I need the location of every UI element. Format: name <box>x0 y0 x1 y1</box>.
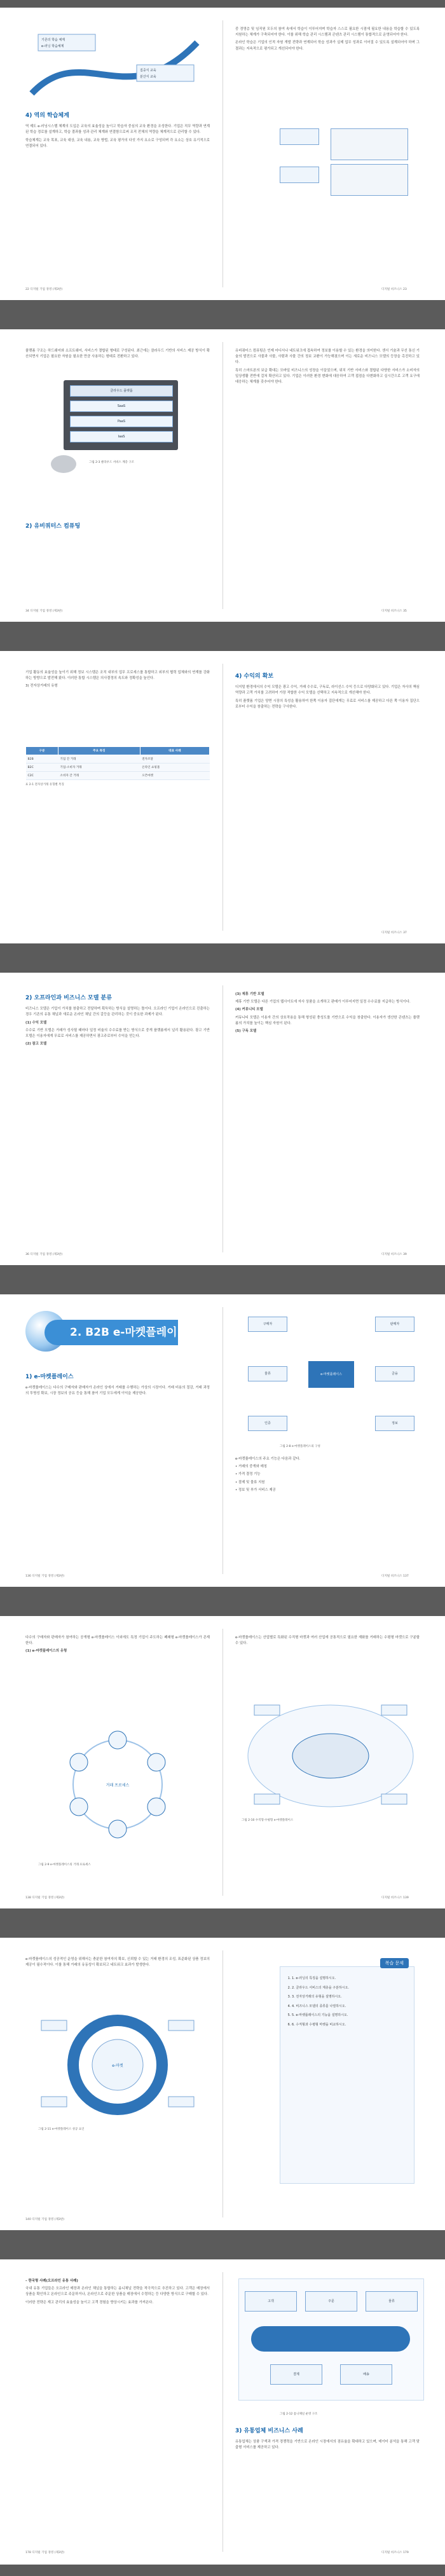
paragraph: 역 제도 e-러닝시스템 체계의 도입은 교육의 효율성을 높이고 학습자 중심의 교육 환경을 조성한다. 기업은 직무 역량과 연계된 학습 경로를 설계하고, 학습 결과를 성과 관리 체계와 연결함으로써 조직 전체의 역량을 체계적으로 관리할 수 있다. <box>25 125 210 135</box>
hub-node: 구매자 <box>248 1317 287 1332</box>
curve-svg <box>25 27 203 103</box>
review-item: 1. 1. e-러닝의 특징을 설명하시오. <box>292 1976 409 1982</box>
table-header: 주요 특징 <box>58 747 140 755</box>
hub-node: 금융 <box>375 1366 414 1381</box>
review-box <box>280 1961 414 2184</box>
hub-node: 인증 <box>248 1416 287 1431</box>
table-header: 대표 사례 <box>140 747 209 755</box>
hub-node: 정보 <box>375 1416 414 1431</box>
paragraph: 온라인 학습은 기업의 인적 자원 개발 전략과 연계되어 학습 성과가 실제 업무 성과로 이어질 수 있도록 설계되어야 하며 그 결과는 지속적으로 평가되고 개선되어야 한다. <box>235 41 420 51</box>
paragraph: 기업 활동의 효율성을 높이기 위해 정보 시스템은 조직 내부의 업무 프로세스를 통합하고 외부의 협력 업체와의 연계를 강화하는 방향으로 발전해 왔다. 이러한 통합 시스템은 의사결정의 속도와 정확성을 높인다. <box>25 671 210 681</box>
footer-left: 178 디지털 기업 경영 (제3판) <box>25 2551 65 2554</box>
subheading: (3) 제휴 기반 모델 <box>235 992 264 996</box>
subheading: (5) 구독 모델 <box>235 1029 257 1034</box>
ring-svg <box>38 2008 197 2122</box>
paragraph: 유통업체는 상품 구색과 가격 경쟁력을 기반으로 온라인 시장에서의 점유율을 확대하고 있으며, 데이터 분석을 통해 고객 맞춤형 서비스를 제공하고 있다. <box>235 2440 420 2450</box>
spread-3 <box>0 651 445 943</box>
figure-caption: 그림 2-10 수직형·수평형 e-마켓플레이스 <box>242 1819 294 1822</box>
diag-label-1: 기존의 학습 체계 <box>41 38 65 42</box>
paragraph: 다수의 구매자와 판매자가 참여하는 공개형 e-마켓플레이스 이외에도 특정 기업이 주도하는 폐쇄형 e-마켓플레이스가 존재한다. <box>25 1636 210 1646</box>
table-row: B2C 기업-소비자 거래 온라인 쇼핑몰 <box>26 764 210 772</box>
figure-caption: 그림 2-12 옴니채널 운영 구조 <box>280 2413 318 2416</box>
paragraph: 수수료 기반 모델은 거래가 성사될 때마다 일정 비율의 수수료를 받는 방식으로 중개 플랫폼에서 널리 활용된다. 광고 기반 모델은 이용자에게 무료로 서비스를 제공하면서 광고주로부터 수익을 얻는다. <box>25 1028 210 1039</box>
flow-block: 고객 <box>245 2291 297 2312</box>
spread-5 <box>0 1294 445 1587</box>
figure-caption: 그림 2-11 e-마켓플레이스 성공 요인 <box>38 2128 85 2131</box>
paragraph: 디지털 환경에서의 수익 모델은 광고 수익, 거래 수수료, 구독료, 라이선스 수익 등으로 다양화되고 있다. 기업은 자사의 핵심 역량과 고객 가치를 고려하여 가장 적합한 수익 모델을 선택하고 지속적으로 개선해야 한다. <box>235 685 420 695</box>
table-row: C2C 소비자 간 거래 오픈마켓 <box>26 772 210 780</box>
section-heading: 2) 유비쿼터스 컴퓨팅 <box>25 523 81 530</box>
paragraph: 유비쿼터스 컴퓨팅은 언제 어디서나 네트워크에 접속하여 정보를 이용할 수 있는 환경을 의미한다. 센서 기술과 무선 통신 기술의 발전으로 사물과 사물, 사람과 사물 간의 정보 교환이 가능해졌으며 이는 새로운 비즈니스 모델의 등장을 촉진하고 있다. <box>235 349 420 365</box>
hierarchy-diagram <box>280 128 420 198</box>
paragraph: e-마켓플레이스의 성공적인 운영을 위해서는 충분한 참여자의 확보, 신뢰할 수 있는 거래 환경의 조성, 표준화된 상품 정보의 제공이 필수적이다. 이를 통해 거래의 유동성이 확보되고 네트워크 효과가 발생한다. <box>25 1957 210 1968</box>
figure-caption: 그림 2-9 e-마켓플레이스의 거래 프로세스 <box>38 1863 91 1867</box>
diag-label-4: 분산식 교육 <box>140 75 156 79</box>
diag-label-3: 집중식 교육 <box>140 69 156 72</box>
subheading: (1) e-마켓플레이스의 유형 <box>25 1649 67 1654</box>
footer-right: 디지털 비즈니스 179 <box>381 2551 409 2554</box>
review-item: 2. 2. 클라우드 서비스의 계층을 구분하시오. <box>292 1985 409 1991</box>
paragraph: 제휴 기반 모델은 다른 기업의 웹사이트에 자사 상품을 소개하고 판매가 이루어지면 일정 수수료를 지급하는 방식이다. <box>235 1000 411 1004</box>
list-item: • 거래의 중개와 매칭 <box>235 1465 267 1469</box>
paragraph: 이러한 전략은 재고 관리의 효율성을 높이고 고객 경험을 향상시키는 효과를 가져온다. <box>25 2300 154 2305</box>
stack-layer: SaaS <box>70 401 173 412</box>
review-item: 4. 4. 비즈니스 모델의 종류를 나열하시오. <box>292 2004 409 2010</box>
spread-4 <box>0 973 445 1265</box>
footer-left: 36 디지털 기업 경영 (제3판) <box>25 1253 63 1256</box>
hub-center: e-마켓플레이스 <box>308 1361 354 1388</box>
section-heading: 4) 수익의 확보 <box>235 673 274 680</box>
flow-block: 배송 <box>340 2364 392 2385</box>
subheading: (2) 참고 모델 <box>25 1042 47 1046</box>
cycle-label: 거래 프로세스 <box>106 1783 130 1788</box>
paragraph: 특히 스마트폰의 보급 확대는 모바일 비즈니스의 성장을 이끌었으며, 위치 기반 서비스와 결합된 다양한 서비스가 소비자의 일상생활 전반에 걸쳐 확산되고 있다. 기업은 이러한 환경 변화에 대응하여 고객 접점을 다변화하고 실시간으로 고객 요구에 대응하는 체계를 갖추어야 한다. <box>235 368 420 385</box>
ring-label: e-마켓 <box>112 2064 123 2068</box>
cycle-svg <box>38 1718 197 1858</box>
spread-2 <box>0 329 445 622</box>
subheading: (1) 수익 모델 <box>25 1020 47 1025</box>
list-item: • 가격 결정 기능 <box>235 1472 261 1477</box>
hub-node: 물류 <box>248 1366 287 1381</box>
flow-block: 결제 <box>270 2364 322 2385</box>
stack-layer: 클라우드 플랫폼 <box>70 385 173 397</box>
paragraph: 중 경영층 및 임직원 모두의 참여 속에서 학습이 이루어지며 학습자 스스로 필요한 시점에 필요한 내용을 학습할 수 있도록 지원하는 체계가 구축되어야 한다. 이를 위해 학습 관리 시스템과 콘텐츠 관리 시스템이 통합적으로 운영되어야 한다. <box>235 27 420 38</box>
spread-6 <box>0 1616 445 1908</box>
case-title: – 한국형 사례(오프라인 유통 사례) <box>25 2279 78 2283</box>
cloud-stack-diagram <box>51 380 191 476</box>
paragraph: e-마켓플레이스는 다수의 구매자와 판매자가 온라인 상에서 거래를 수행하는 가상의 시장이다. 거래 비용의 절감, 거래 과정의 투명성 확보, 시장 정보의 공유 등을 통해 참여 기업 모두에게 이익을 제공한다. <box>25 1386 210 1396</box>
paragraph: e-마켓플레이스의 주요 기능은 다음과 같다. <box>235 1457 301 1461</box>
footer-right: 디지털 비즈니스 35 <box>381 610 407 613</box>
paragraph: 비즈니스 모델은 기업이 가치를 창출하고 전달하며 획득하는 방식을 설명하는 틀이다. 오프라인 기업이 온라인으로 진출하는 경우 기존의 유통 채널과 새로운 온라인 채널 간의 갈등을 관리하는 것이 중요한 과제가 된다. <box>25 1007 210 1017</box>
table-header: 구분 <box>26 747 58 755</box>
footer-left: 34 디지털 기업 경영 (제3판) <box>25 610 63 613</box>
section-heading: 2) 오프라인과 비즈니스 모델 분류 <box>25 995 112 1001</box>
chapter-title: 2. B2B e-마켓플레이스 <box>44 1320 178 1345</box>
flow-block: 물류 <box>366 2291 418 2312</box>
spread-1 <box>0 8 445 300</box>
paragraph: e-마켓플레이스는 산업별로 특화된 수직형 마켓과 여러 산업에 공통적으로 필요한 재화를 거래하는 수평형 마켓으로 구분할 수 있다. <box>235 1636 420 1646</box>
ecommerce-table <box>25 746 210 786</box>
stack-layer: PaaS <box>70 416 173 427</box>
paragraph: 국내 유통 기업들은 오프라인 매장과 온라인 채널을 통합하는 옴니채널 전략을 적극적으로 추진하고 있다. 고객은 매장에서 상품을 확인하고 온라인으로 주문하거나, 온라인으로 주문한 상품을 매장에서 수령하는 등 다양한 방식으로 구매할 수 있다. <box>25 2287 210 2297</box>
omnichannel-diagram <box>238 2278 423 2406</box>
figure-caption: 그림 2-3 클라우드 서비스 계층 구조 <box>89 461 135 464</box>
flow-block: 주문 <box>305 2291 357 2312</box>
stack-layer: IaaS <box>70 431 173 442</box>
review-item: 5. 5. e-마켓플레이스의 기능을 설명하시오. <box>292 2013 409 2018</box>
diag-label-2: e-러닝 학습체계 <box>41 45 64 48</box>
footer-right: 디지털 비즈니스 139 <box>381 1896 409 1900</box>
footer-left: 140 디지털 기업 경영 (제3판) <box>25 2218 65 2221</box>
marketplace-hub-diagram <box>242 1310 420 1437</box>
figure-caption: 그림 2-8 e-마켓플레이스의 구성 <box>280 1445 320 1448</box>
footer-right: 디지털 비즈니스 37 <box>381 931 407 935</box>
list-item: • 정보 및 부가 서비스 제공 <box>235 1488 276 1492</box>
table-row: B2B 기업 간 거래 전자조달 <box>26 755 210 764</box>
section-heading: 3) 유통업체 비즈니스 사례 <box>235 2428 303 2434</box>
section-heading: 4) 역의 학습체계 <box>25 113 69 119</box>
footer-right: 디지털 비즈니스 39 <box>381 1253 407 1256</box>
section-heading: 1) e-마켓플레이스 <box>25 1374 74 1380</box>
paragraph: 3) 전자상거래의 유형 <box>25 684 58 689</box>
vertical-horizontal-diagram <box>242 1692 420 1822</box>
review-title: 복습 문제 <box>380 1958 409 1968</box>
footer-left: 22 디지털 기업 경영 (제3판) <box>25 288 63 291</box>
footer-left: 138 디지털 기업 경영 (제3판) <box>25 1896 65 1900</box>
process-cycle-diagram <box>38 1718 197 1867</box>
hub-node: 판매자 <box>375 1317 414 1332</box>
spread-8 <box>0 2259 445 2565</box>
subheading: (4) 커뮤니티 모델 <box>235 1008 263 1012</box>
paragraph: 커뮤니티 모델은 이용자 간의 상호작용을 통해 형성된 충성도를 기반으로 수익을 창출한다. 이용자가 생산한 콘텐츠는 플랫폼의 가치를 높이는 핵심 자원이 된다. <box>235 1015 420 1025</box>
review-item: 6. 6. 수직형과 수평형 마켓을 비교하시오. <box>292 2022 409 2028</box>
footer-right: 디지털 비즈니스 137 <box>381 1575 409 1578</box>
paragraph: 학습체계는 교육 목표, 교육 대상, 교육 내용, 교육 방법, 교육 평가의 다섯 가지 요소로 구성되며 각 요소는 상호 유기적으로 연결되어 있다. <box>25 138 210 148</box>
review-item: 3. 3. 전자상거래의 유형을 설명하시오. <box>292 1994 409 2000</box>
list-item: • 결제 및 물류 지원 <box>235 1480 265 1484</box>
spread-7 <box>0 1938 445 2230</box>
footer-left: 136 디지털 기업 경영 (제3판) <box>25 1575 65 1578</box>
paragraph: 특히 플랫폼 기업은 양면 시장의 특성을 활용하여 한쪽 이용자 집단에게는 무료로 서비스를 제공하고 다른 쪽 이용자 집단으로부터 수익을 창출하는 전략을 구사한다. <box>235 699 420 709</box>
market-svg <box>242 1692 420 1813</box>
paragraph: 플랫폼 구조는 하드웨어와 소프트웨어, 서비스가 결합된 형태로 구성된다. 최근에는 클라우드 기반의 서비스 제공 방식이 확산되면서 기업은 필요한 자원을 필요한 만큼 사용하는 형태로 전환하고 있다. <box>25 349 210 359</box>
footer-right: 디지털 비즈니스 23 <box>381 288 407 291</box>
learning-curve-diagram <box>25 27 203 103</box>
success-ring-diagram <box>38 2008 197 2135</box>
table-caption: 표 2-1 전자상거래 유형별 특징 <box>25 783 64 786</box>
